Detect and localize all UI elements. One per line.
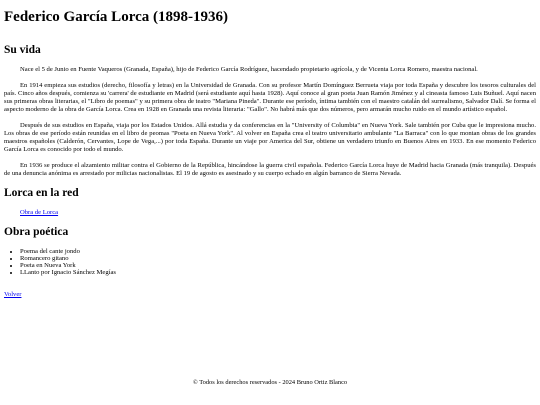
- list-item: • Poeta en Nueva York: [20, 262, 536, 269]
- works-list: [4, 248, 536, 276]
- bio-paragraph-2: En 1914 empieza sus estudios (derecho, filosofía y letras) en la Universidad de Granada. Con su profesor Martín Domínguez Berrueta viaja por toda España y descubre los tesoros culturales del país. Cinco años después, comienza su 'carrera' de estudiante en Madrid (será estudiante aquí hasta 1928). Aquí conoce al gran poeta Juan Ramón Jiménez y al cineasta famoso Luis Buñuel. Aquí nacen sus primeras obras literarias, el "Libro de poemas" y su primera obra de teatro "Mariana Pineda". Durante ese período, íntima también con el maestro catalán del surrealismo, Salvador Dalí. Se forma el aspecto moderno de la obra de García Lorca. Crea en 1928 en Granada una revista literaria: "Gallo". No habrá más que dos números, pero armarán mucho ruido en el mundo artístico español.: [4, 82, 536, 113]
- list-item: • Poema del cante jondo: [20, 248, 536, 255]
- section-heading-en-la-red: Lorca en la red: [4, 187, 79, 199]
- list-item: • Romancero gitano: [20, 255, 536, 262]
- bio-paragraph-3: Después de sus estudios en España, viaja por los Estados Unidos. Allá estudia y da conferencias en la "University of Columbia" en Nueva York. Sale también por Cuba que le impresiona mucho. Los obras de ese período están reunidas en el libro de peomas "Poeta en Nueva York". Al volver en España crea el teatro universitario ambulante "La Barraca" con lo que montan obras de los grandes maestros españoles (Calderón, Cervantes, Lope de Vega,...) por toda España. Durante un viaje por America del Sur, obtiene un verdadero triunfo en Buenos Aires en 1933. En ese momento Federico García Lorca es conocido por todo el mundo.: [4, 122, 536, 153]
- footer: © Todos los derechos reservados - 2024 Bruno Ortiz Blanco: [192, 379, 348, 386]
- list-item: • LLanto por Ignacio Sánchez Megías: [20, 269, 536, 276]
- section-obra-poetica: [4, 225, 536, 276]
- section-en-la-red: [4, 186, 536, 217]
- bio-paragraph-1: Nace el 5 de Junio en Fuente Vaqueros (Granada, España), hijo de Federico García Rodríguez, hacendado propietario agrícola, y de Vicenta Lorca Romero, maestra nacional.: [20, 66, 478, 73]
- section-su-vida: [4, 43, 536, 178]
- bio-paragraph-4: En 1936 se produce el alzamiento militar contra el Gobierno de la República, hincándose la guerra civil española. Federico García Lorca huye de Madrid hacia Granada (más tranquila). Después de una denuncia anónima es arrestado por milicias nacionalistas. El 19 de agosto es asesinado y su cuerpo echado en algún barranco de Sierra Nevada.: [4, 162, 536, 177]
- section-heading-su-vida: Su vida: [4, 44, 41, 56]
- obra-de-lorca-link[interactable]: Obra de Lorca: [20, 209, 59, 216]
- links-list: [20, 209, 536, 217]
- section-heading-obra-poetica: Obra poética: [4, 226, 69, 238]
- page-title: Federico García Lorca (1898-1936): [4, 9, 228, 25]
- back-link[interactable]: Volver: [4, 291, 22, 298]
